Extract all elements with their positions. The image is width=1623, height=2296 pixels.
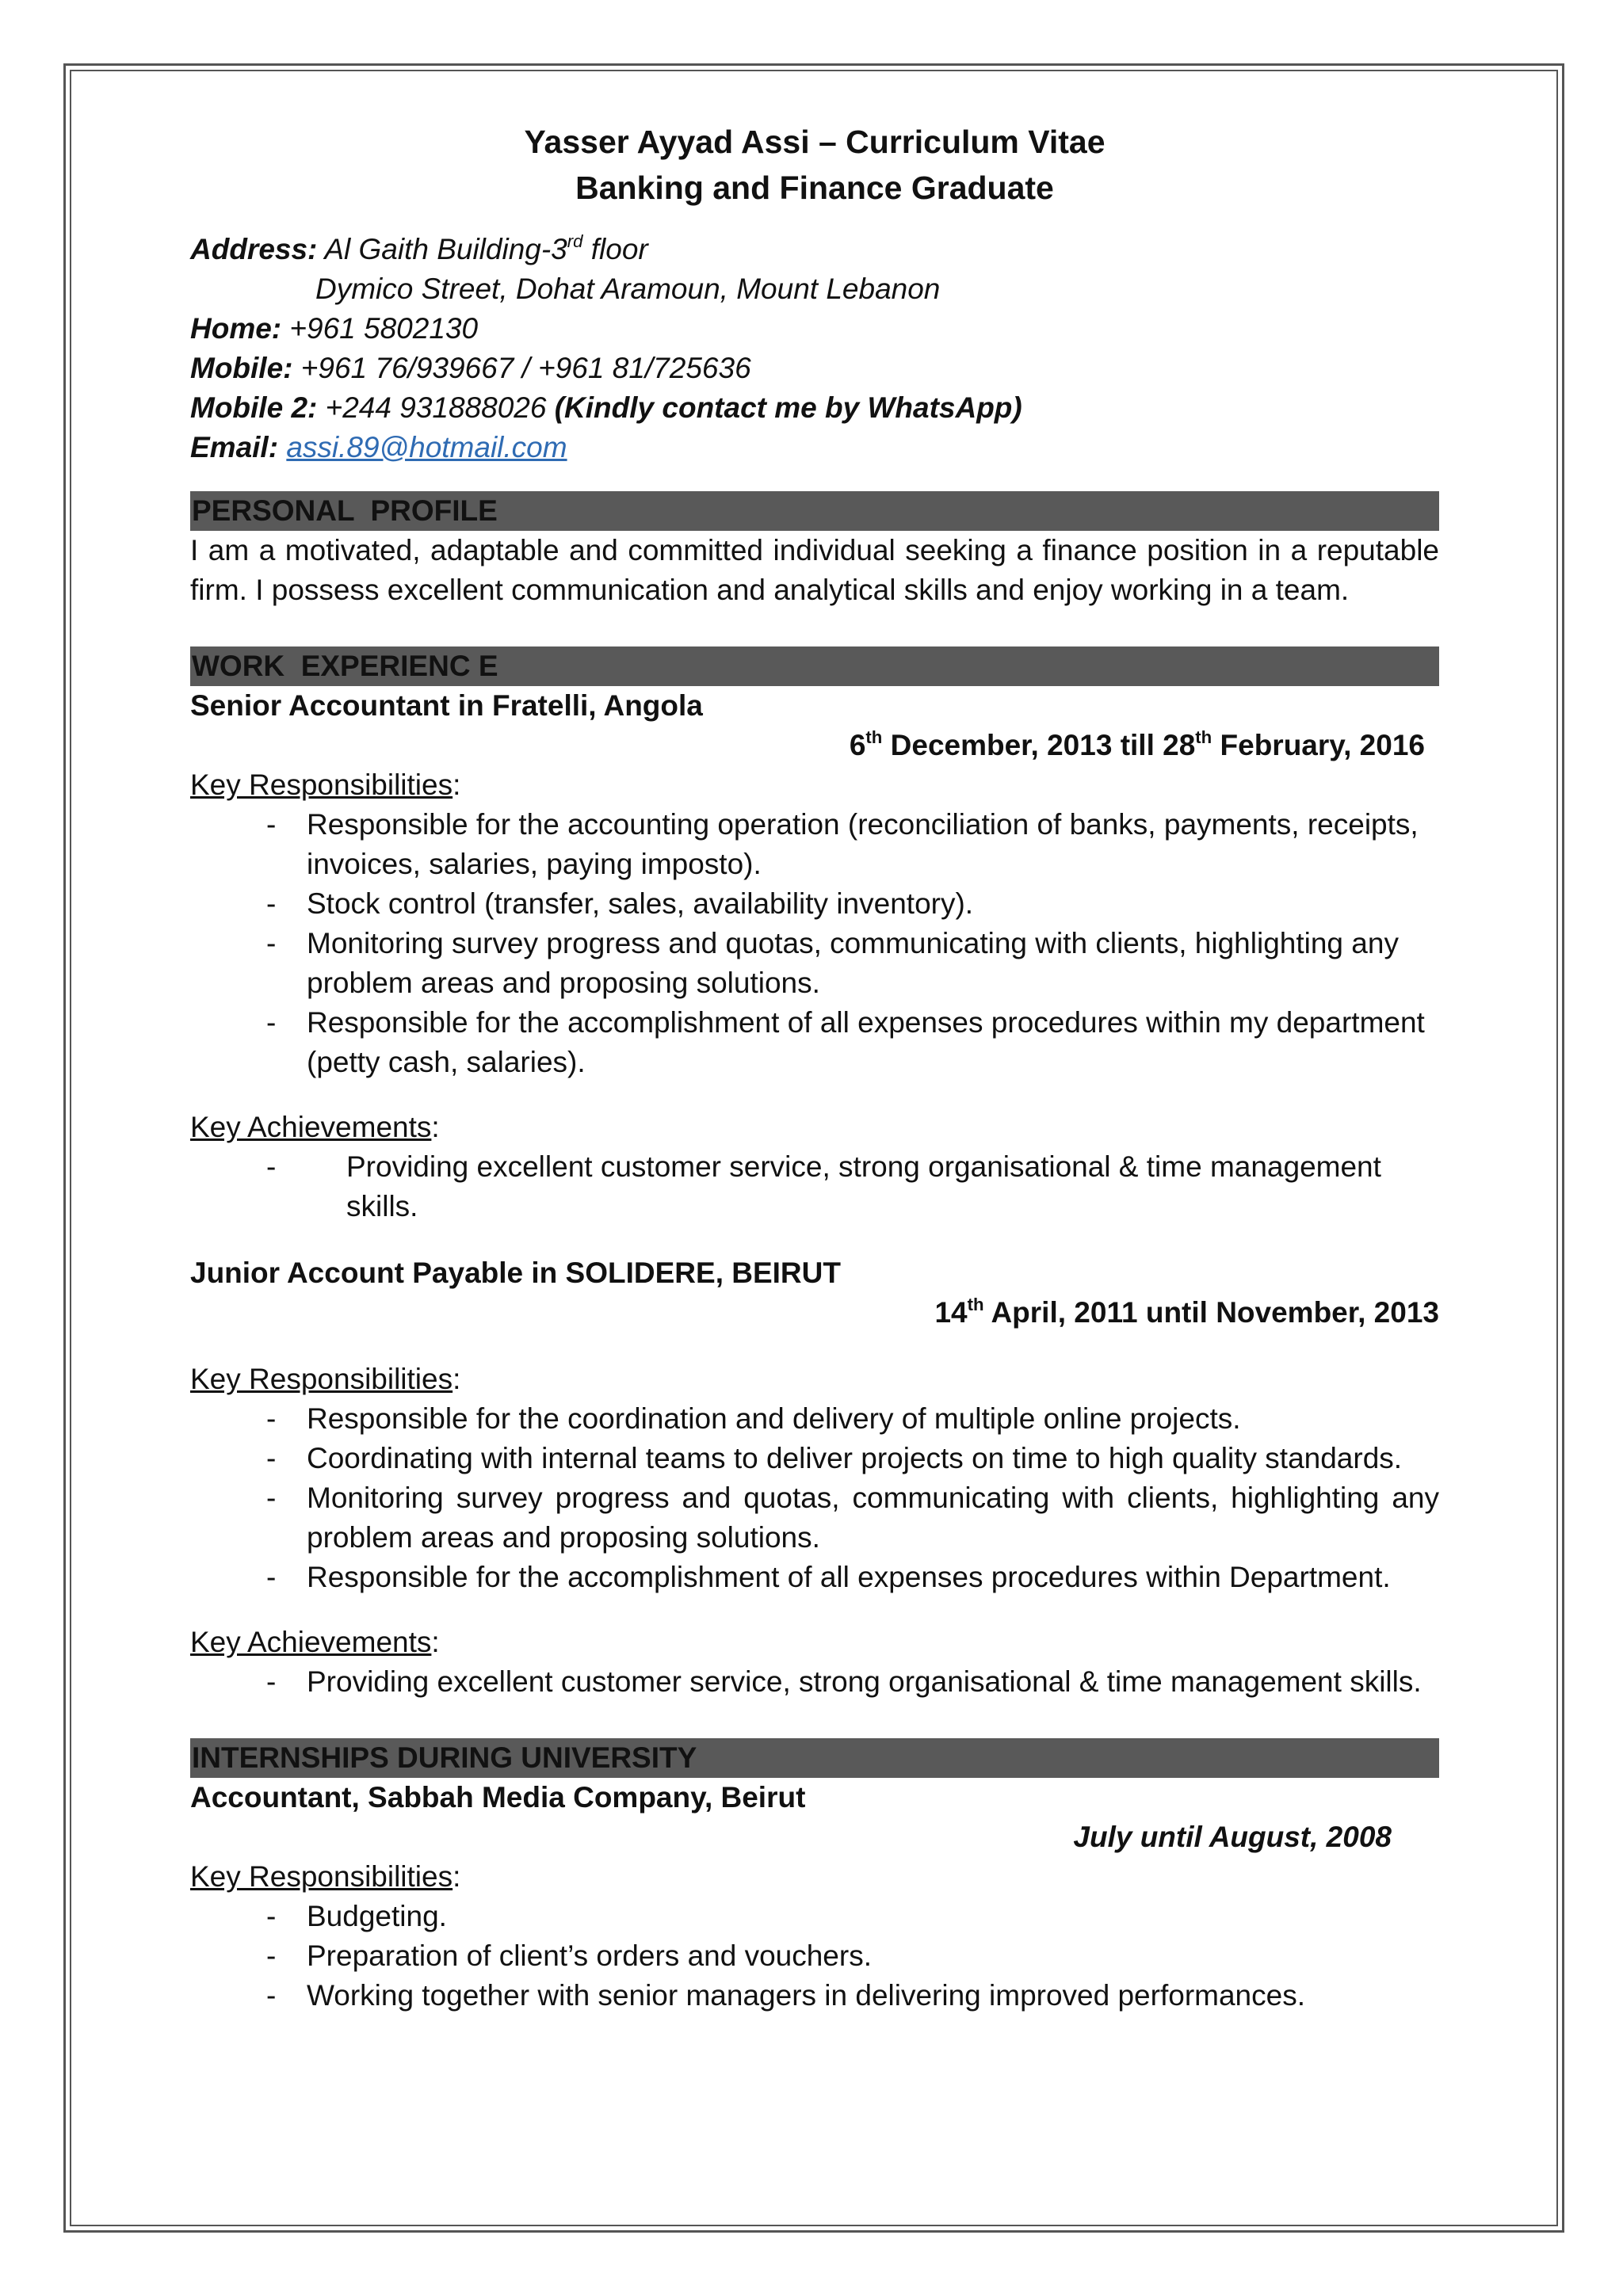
responsibilities-list-1 <box>190 805 1439 1082</box>
list-item-text: Responsible for the accomplishment of all expenses procedures within my department (petty cash, salaries). <box>307 1006 1425 1078</box>
mobile2-value: +244 931888026 <box>325 391 547 424</box>
job-date-2 <box>190 1293 1439 1333</box>
responsibilities-list-2 <box>190 1399 1439 1597</box>
list-item <box>190 1003 1439 1082</box>
achievements-colon-2: : <box>431 1626 440 1658</box>
job-date-1 <box>190 726 1439 765</box>
address-label: Address: <box>190 233 318 265</box>
mobile-label: Mobile: <box>190 352 293 384</box>
list-item-text: Monitoring survey progress and quotas, communicating with clients, highlighting any problem areas and proposing solutions. <box>307 927 1399 999</box>
address-line1-text: Al Gaith Building-3 <box>324 233 567 265</box>
list-item-text: Responsible for the coordination and delivery of multiple online projects. <box>307 1402 1241 1435</box>
email-link[interactable]: assi.89@hotmail.com <box>286 431 567 463</box>
list-item <box>190 1558 1439 1597</box>
profile-text: I am a motivated, adaptable and committed individual seeking a finance position in a reputable firm. I possess excellent communication and analytical skills and enjoy working in a team. <box>190 534 1439 606</box>
dash-marker: - <box>266 1150 277 1183</box>
achievements-label-1: Key Achievements <box>190 1111 432 1143</box>
address-row <box>190 230 1439 269</box>
internship-title: Accountant, Sabbah Media Company, Beirut <box>190 1781 806 1814</box>
internship-responsibilities-colon: : <box>453 1860 461 1893</box>
list-item <box>190 1897 1439 1936</box>
address-line1 <box>324 233 647 265</box>
dash-marker: - <box>266 1561 277 1593</box>
dash-marker: - <box>266 1939 277 1972</box>
list-item-text: Responsible for the accomplishment of all expenses procedures within Department. <box>307 1561 1391 1593</box>
list-item <box>190 1147 1439 1226</box>
achievements-heading-1 <box>190 1108 1439 1147</box>
job-date-2-day-sup: th <box>967 1294 984 1314</box>
dash-marker: - <box>266 1006 277 1039</box>
mobile-row <box>190 349 1439 388</box>
job-date-2-rest: April, 2011 until November, 2013 <box>983 1296 1439 1329</box>
section-heading-internships: INTERNSHIPS DURING UNIVERSITY <box>190 1738 1439 1778</box>
mobile2-label: Mobile 2: <box>190 391 318 424</box>
contact-block <box>190 230 1439 467</box>
home-value: +961 5802130 <box>289 312 479 345</box>
list-item-text: Preparation of client’s orders and vouchers. <box>307 1939 872 1972</box>
mobile2-row <box>190 388 1439 428</box>
cv-subtitle: Banking and Finance Graduate <box>575 170 1054 206</box>
cv-title <box>190 119 1439 211</box>
responsibilities-heading-2 <box>190 1360 1439 1399</box>
list-item-text: Budgeting. <box>307 1900 447 1932</box>
job-entry-1 <box>190 686 1439 1226</box>
list-item-text: Coordinating with internal teams to deliver projects on time to high quality standards. <box>307 1442 1403 1474</box>
job-title-1: Senior Accountant in Fratelli, Angola <box>190 689 703 722</box>
list-item-text: Providing excellent customer service, strong organisational & time management skills. <box>307 1665 1422 1698</box>
achievements-list-2 <box>190 1662 1439 1702</box>
mobile2-note: (Kindly contact me by WhatsApp) <box>554 391 1022 424</box>
list-item <box>190 1976 1439 2016</box>
job-date-1-day: 6 <box>849 729 866 761</box>
achievements-list-1 <box>190 1147 1439 1226</box>
responsibilities-heading-1 <box>190 765 1439 805</box>
list-item-text: Stock control (transfer, sales, availability inventory). <box>307 887 974 920</box>
section-heading-profile: PERSONAL PROFILE <box>190 491 1439 531</box>
job-date-1-end: February, 2016 <box>1212 729 1425 761</box>
cv-document <box>190 119 1439 2016</box>
internship-responsibilities-label: Key Responsibilities <box>190 1860 453 1893</box>
section-heading-work: WORK EXPERIENC E <box>190 646 1439 686</box>
dash-marker: - <box>266 1979 277 2012</box>
dash-marker: - <box>266 927 277 959</box>
internship-responsibilities-heading <box>190 1857 1439 1897</box>
list-item-text: Working together with senior managers in delivering improved performances. <box>307 1979 1305 2012</box>
cv-name-title: Yasser Ayyad Assi – Curriculum Vitae <box>524 124 1106 160</box>
responsibilities-colon-2: : <box>453 1363 461 1395</box>
list-item <box>190 1399 1439 1439</box>
job-date-2-day: 14 <box>934 1296 968 1329</box>
responsibilities-label-1: Key Responsibilities <box>190 769 453 801</box>
address-row-2 <box>190 269 1439 309</box>
list-item-text: Monitoring survey progress and quotas, communicating with clients, highlighting any problem areas and proposing solutions. <box>307 1482 1439 1554</box>
dash-marker: - <box>266 1442 277 1474</box>
internship-responsibilities-list <box>190 1897 1439 2016</box>
list-item <box>190 1439 1439 1478</box>
list-item <box>190 884 1439 924</box>
dash-marker: - <box>266 1482 277 1514</box>
list-item-text: Providing excellent customer service, strong organisational & time management skills. <box>346 1150 1381 1222</box>
job-date-1-mid: December, 2013 till 28 <box>882 729 1196 761</box>
address-line2: Dymico Street, Dohat Aramoun, Mount Lebanon <box>315 273 941 305</box>
email-label: Email: <box>190 431 279 463</box>
job-entry-2 <box>190 1253 1439 1702</box>
list-item <box>190 1662 1439 1702</box>
mobile-value: +961 76/939667 / +961 81/725636 <box>300 352 751 384</box>
internship-date: July until August, 2008 <box>1073 1821 1392 1853</box>
achievements-colon-1: : <box>431 1111 440 1143</box>
list-item <box>190 924 1439 1003</box>
home-row <box>190 309 1439 349</box>
job-title-2: Junior Account Payable in SOLIDERE, BEIRUT <box>190 1257 841 1289</box>
internship-entry <box>190 1778 1439 2016</box>
list-item-text: Responsible for the accounting operation (reconciliation of banks, payments, receipts, invoices, salaries, paying imposto). <box>307 808 1419 880</box>
responsibilities-colon-1: : <box>453 769 461 801</box>
list-item <box>190 1478 1439 1558</box>
responsibilities-label-2: Key Responsibilities <box>190 1363 453 1395</box>
dash-marker: - <box>266 808 277 841</box>
dash-marker: - <box>266 1665 277 1698</box>
address-line1-suffix: floor <box>582 233 648 265</box>
dash-marker: - <box>266 1402 277 1435</box>
address-line1-sup: rd <box>567 231 583 251</box>
email-row <box>190 428 1439 467</box>
job-date-1-mid-sup: th <box>1195 727 1212 747</box>
dash-marker: - <box>266 887 277 920</box>
list-item <box>190 805 1439 884</box>
home-label: Home: <box>190 312 282 345</box>
dash-marker: - <box>266 1900 277 1932</box>
achievements-label-2: Key Achievements <box>190 1626 432 1658</box>
achievements-heading-2 <box>190 1623 1439 1662</box>
job-date-1-day-sup: th <box>865 727 883 747</box>
list-item <box>190 1936 1439 1976</box>
